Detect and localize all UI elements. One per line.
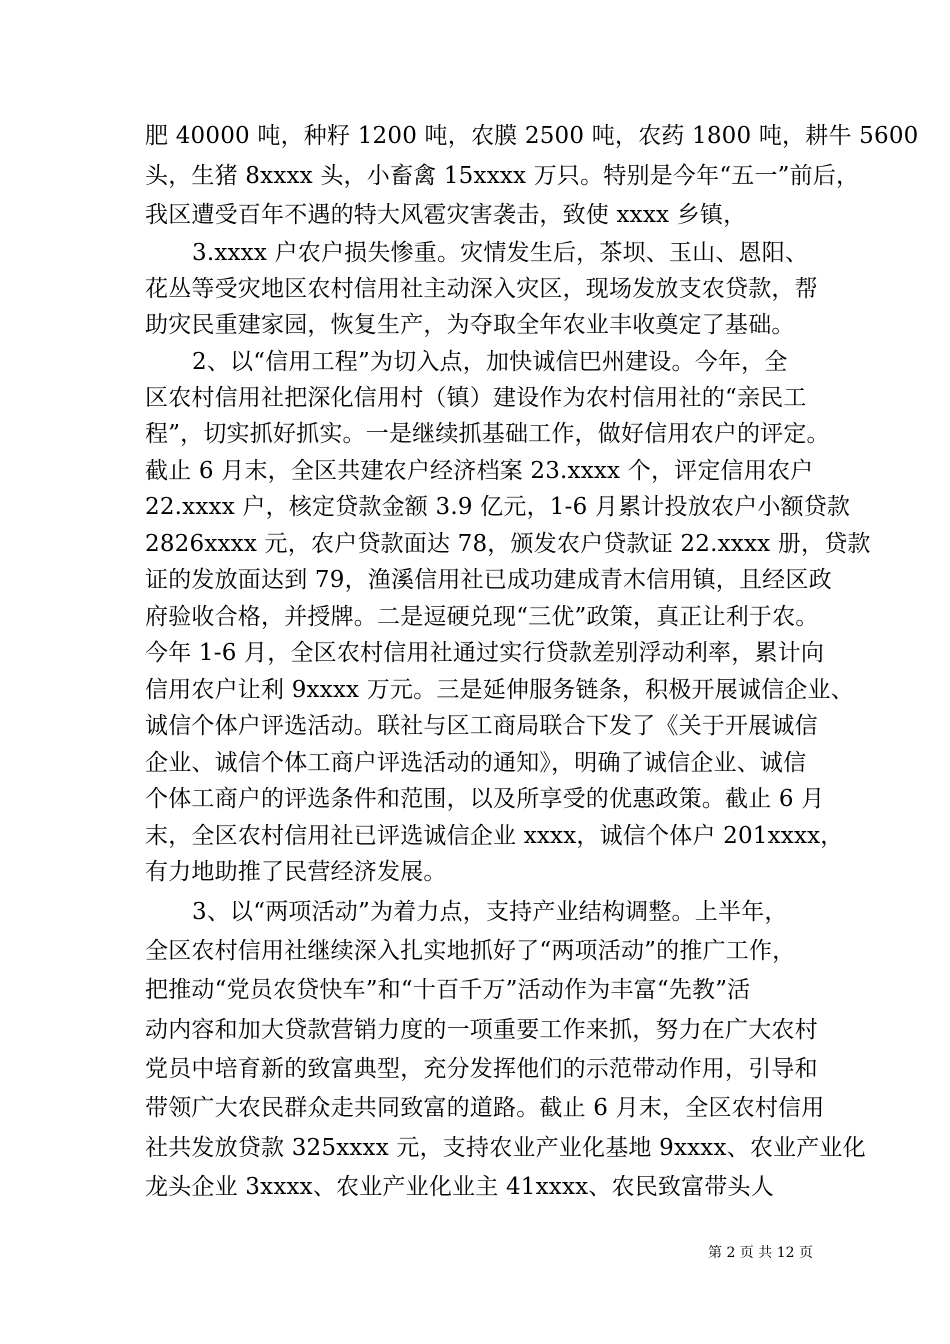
text-line: 区农村信用社把深化信用村（镇）建设作为农村信用社的“亲民工	[145, 385, 807, 411]
text-line: 22.xxxx 户，核定贷款金额 3.9 亿元，1-6 月累计投放农户小额贷款	[145, 494, 851, 520]
text-line: 龙头企业 3xxxx、农业产业化业主 41xxxx、农民致富带头人	[145, 1174, 774, 1200]
text-line: 全区农村信用社继续深入扎实地抓好了“两项活动”的推广工作，	[145, 938, 796, 964]
text-line: 动内容和加大贷款营销力度的一项重要工作来抓，努力在广大农村	[145, 1017, 818, 1043]
text-line: 社共发放贷款 325xxxx 元，支持农业产业化基地 9xxxx、农业产业化	[145, 1135, 866, 1161]
text-line: 党员中培育新的致富典型，充分发挥他们的示范带动作用，引导和	[145, 1056, 818, 1082]
text-line: 企业、诚信个体工商户评选活动的通知》，明确了诚信企业、诚信	[145, 750, 807, 776]
text-line: 末，全区农村信用社已评选诚信企业 xxxx，诚信个体户 201xxxx，	[145, 823, 844, 849]
text-line: 把推动“党员农贷快车”和“十百千万”活动作为丰富“先教”活	[145, 977, 751, 1003]
text-line: 我区遭受百年不遇的特大风雹灾害袭击，致使 xxxx 乡镇，	[145, 202, 747, 228]
text-line: 截止 6 月末，全区共建农户经济档案 23.xxxx 个，评定信用农户	[145, 458, 814, 484]
text-line: 2、以“信用工程”为切入点，加快诚信巴州建设。今年，全	[192, 349, 788, 375]
text-line: 花丛等受灾地区农村信用社主动深入灾区，现场发放支农贷款，帮	[145, 276, 818, 302]
text-line: 信用农户让利 9xxxx 万元。三是延伸服务链条，积极开展诚信企业、	[145, 677, 854, 703]
text-line: 诚信个体户评选活动。联社与区工商局联合下发了《关于开展诚信	[145, 713, 818, 739]
text-line: 府验收合格，并授牌。二是逗硬兑现“三优”政策，真正让利于农。	[145, 604, 819, 630]
text-line: 头，生猪 8xxxx 头，小畜禽 15xxxx 万只。特别是今年“五一”前后，	[145, 163, 860, 189]
text-line: 程”，切实抓好抓实。一是继续抓基础工作，做好信用农户的评定。	[145, 421, 830, 447]
text-line: 今年 1-6 月，全区农村信用社通过实行贷款差别浮动利率，累计向	[145, 640, 825, 666]
text-line: 助灾民重建家园，恢复生产，为夺取全年农业丰收奠定了基础。	[145, 312, 795, 338]
text-line: 个体工商户的评选条件和范围，以及所享受的优惠政策。截止 6 月	[145, 786, 825, 812]
text-line: 带领广大农民群众走共同致富的道路。截止 6 月末，全区农村信用	[145, 1095, 825, 1121]
text-line: 有力地助推了民营经济发展。	[145, 859, 447, 885]
page-number-footer: 第 2 页 共 12 页	[708, 1245, 813, 1261]
text-line: 3.xxxx 户农户损失惨重。灾情发生后，茶坝、玉山、恩阳、	[192, 240, 809, 266]
text-line: 3、以“两项活动”为着力点，支持产业结构调整。上半年，	[192, 899, 788, 925]
text-line: 肥 40000 吨，种籽 1200 吨，农膜 2500 吨，农药 1800 吨，耕牛 5600	[145, 123, 919, 149]
text-line: 2826xxxx 元，农户贷款面达 78，颁发农户贷款证 22.xxxx 册，贷款	[145, 531, 871, 557]
text-line: 证的发放面达到 79，渔溪信用社已成功建成青木信用镇，且经区政	[145, 567, 832, 593]
